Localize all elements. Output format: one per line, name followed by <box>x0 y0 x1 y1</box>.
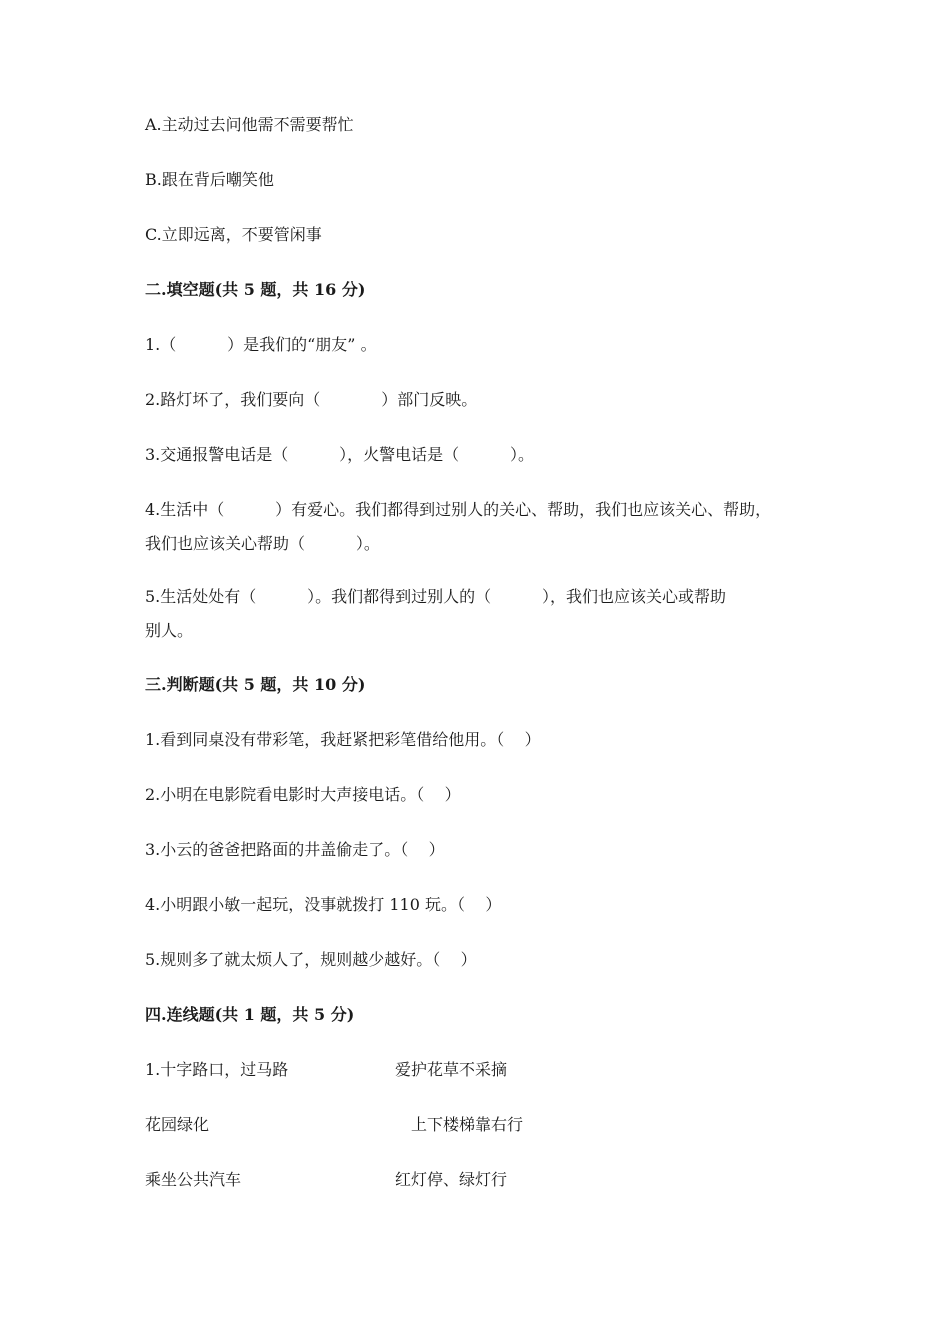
fill-question-3: 3.交通报警电话是（ ），火警电话是（ ）。 <box>145 445 534 464</box>
fill-question-2: 2.路灯坏了，我们要向（ ）部门反映。 <box>145 390 478 409</box>
fill-question-5-line-1: 5.生活处处有（ ）。我们都得到过别人的（ ），我们也应该关心或帮助 <box>145 587 726 606</box>
match-left-item-2: 花园绿化 <box>145 1115 210 1134</box>
judge-question-5: 5.规则多了就太烦人了，规则越少越好。（ ） <box>145 950 477 969</box>
section-heading-matching: 四.连线题(共 1 题，共 5 分) <box>145 1005 355 1024</box>
option-b: B.跟在背后嘲笑他 <box>145 170 274 189</box>
option-a: A.主动过去问他需不需要帮忙 <box>145 115 354 134</box>
match-right-item-1: 爱护花草不采摘 <box>395 1060 508 1079</box>
match-right-item-3: 红灯停、绿灯行 <box>395 1170 508 1189</box>
judge-question-1: 1.看到同桌没有带彩笔，我赶紧把彩笔借给他用。（ ） <box>145 730 541 749</box>
fill-question-4-line-1: 4.生活中（ ）有爱心。我们都得到过别人的关心、帮助，我们也应该关心、帮助， <box>145 500 772 519</box>
match-right-item-2: 上下楼梯靠右行 <box>411 1115 524 1134</box>
judge-question-3: 3.小云的爸爸把路面的井盖偷走了。（ ） <box>145 840 445 859</box>
match-left-item-3: 乘坐公共汽车 <box>145 1170 242 1189</box>
section-heading-true-false: 三.判断题(共 5 题，共 10 分) <box>145 675 366 694</box>
judge-question-2: 2.小明在电影院看电影时大声接电话。（ ） <box>145 785 461 804</box>
match-left-item-1: 1.十字路口，过马路 <box>145 1060 289 1079</box>
fill-question-5-line-2: 别人。 <box>145 621 194 640</box>
option-c: C.立即远离，不要管闲事 <box>145 225 322 244</box>
section-heading-fill-in: 二.填空题(共 5 题，共 16 分) <box>145 280 366 299</box>
fill-question-1: 1.（ ）是我们的“朋友” 。 <box>145 335 377 354</box>
fill-question-4-line-2: 我们也应该关心帮助（ ）。 <box>145 534 380 553</box>
judge-question-4: 4.小明跟小敏一起玩，没事就拨打 110 玩。（ ） <box>145 895 502 914</box>
